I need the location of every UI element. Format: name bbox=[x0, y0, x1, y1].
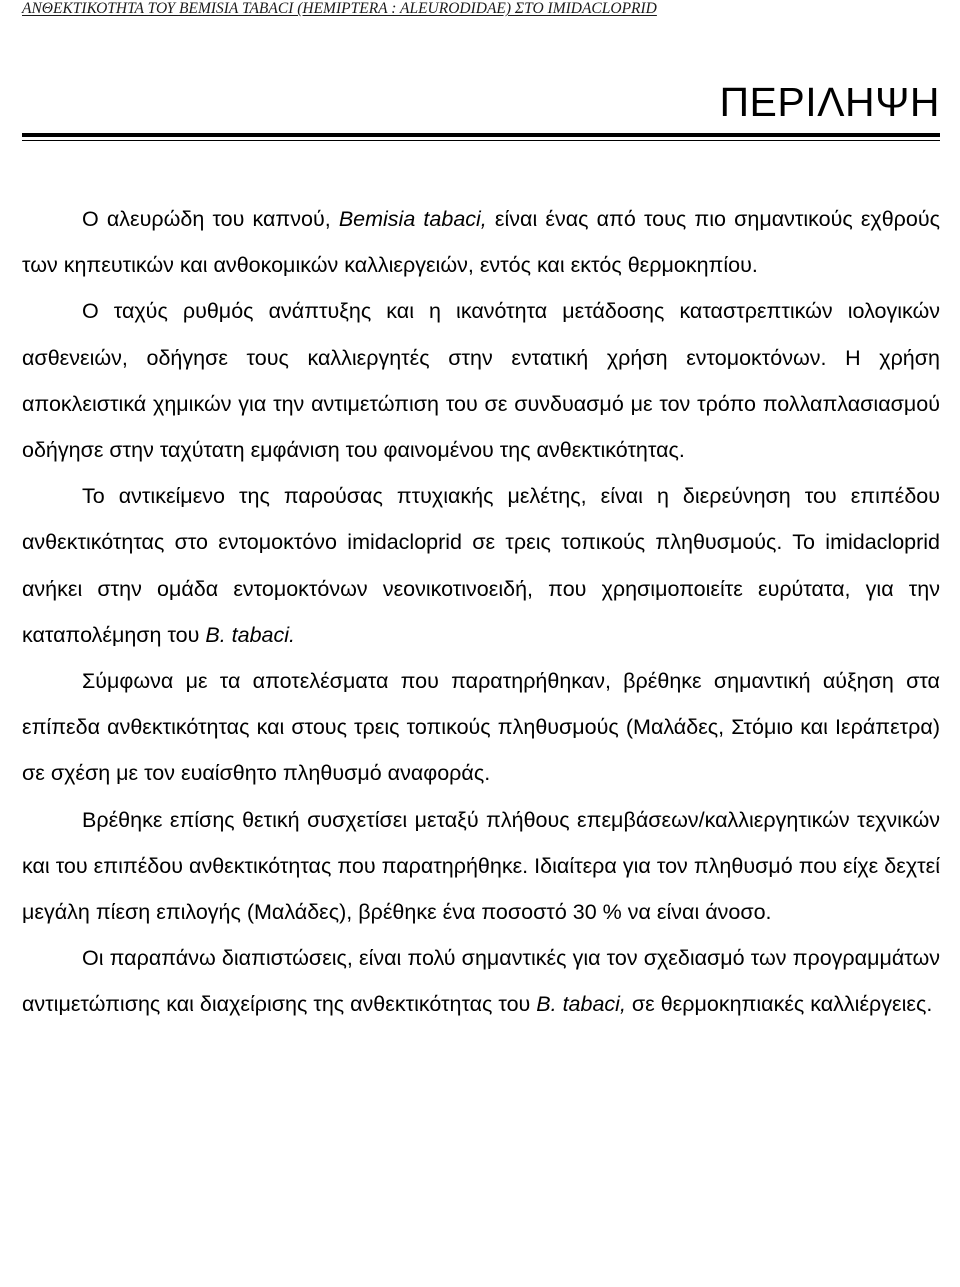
species-name: Bemisia tabaci, bbox=[338, 207, 487, 231]
p6-text-a: Οι παραπάνω διαπιστώσεις, είναι πολύ σημαντικές για τον σχεδιασμό των προγραμμάτων αντιμετώπισης και διαχείρισης της ανθεκτικότητας του bbox=[22, 946, 940, 1017]
running-header: ΑΝΘΕΚΤΙΚΟΤΗΤΑ ΤΟΥ BEMISIA TABACI (HEMIPTERA : ALEURODIDAE) ΣΤΟ IMIDACLOPRID bbox=[22, 0, 657, 17]
title-rule-thin bbox=[22, 140, 940, 141]
p1-text-c: είναι ένας από τους πιο σημαντικούς εχθρούς των κηπευτικών και ανθοκομικών καλλιεργειών, εντός και εκτός θερμοκηπίου. bbox=[22, 207, 940, 278]
species-name: B. tabaci. bbox=[205, 622, 296, 647]
paragraph-6 bbox=[22, 935, 940, 1027]
paragraph-1 bbox=[22, 196, 940, 288]
p3-text-a: Το αντικείμενο της παρούσας πτυχιακής μελέτης, είναι η διερεύνηση του επιπέδου ανθεκτικότητας στο εντομοκτόνο imidacloprid σε τρεις τοπικούς πληθυσμούς. Το imidacloprid ανήκει στην ομάδα εντομοκτόνων νεονικοτινοειδή, που χρησιμοποιείτε ευρύτατα, για την καταπολέμηση του bbox=[22, 484, 940, 647]
paragraph-2: Ο ταχύς ρυθμός ανάπτυξης και η ικανότητα μετάδοσης καταστρεπτικών ιολογικών ασθενειών, οδήγησε τους καλλιεργητές στην εντατική χρήση εντομοκτόνων. Η χρήση αποκλειστικά χημικών για την αντιμετώπιση του σε συνδυασμό με τον τρόπο πολλαπλασιασμού οδήγησε στην ταχύτατη εμφάνιση του φαινομένου της ανθεκτικότητας. bbox=[22, 299, 940, 463]
paragraph-5: Βρέθηκε επίσης θετική συσχετίσει μεταξύ πλήθους επεμβάσεων/καλλιεργητικών τεχνικών και του επιπέδου ανθεκτικότητας που παρατηρήθηκε. Ιδιαίτερα για τον πληθυσμό που είχε δεχτεί μεγάλη πίεση επιλογής (Μαλάδες), βρέθηκε ένα ποσοστό 30 % να είναι άνοσο. bbox=[22, 807, 940, 925]
page-title: ΠΕΡΙΛΗΨΗ bbox=[719, 79, 940, 125]
p1-text-a: Ο αλευρώδη του καπνού, bbox=[82, 207, 339, 231]
paragraph-3 bbox=[22, 473, 940, 658]
species-name: B. tabaci, bbox=[536, 992, 626, 1017]
paragraph-4: Σύμφωνα με τα αποτελέσματα που παρατηρήθηκαν, βρέθηκε σημαντική αύξηση στα επίπεδα ανθεκτικότητας και στους τρεις τοπικούς πληθυσμούς (Μαλάδες, Στόμιο και Ιεράπετρα) σε σχέση με τον ευαίσθητο πληθυσμό αναφοράς. bbox=[22, 669, 940, 786]
abstract-body bbox=[22, 196, 940, 1028]
title-rule-thick bbox=[22, 133, 940, 137]
p6-text-c: σε θερμοκηπιακές καλλιέργειες. bbox=[625, 992, 933, 1017]
